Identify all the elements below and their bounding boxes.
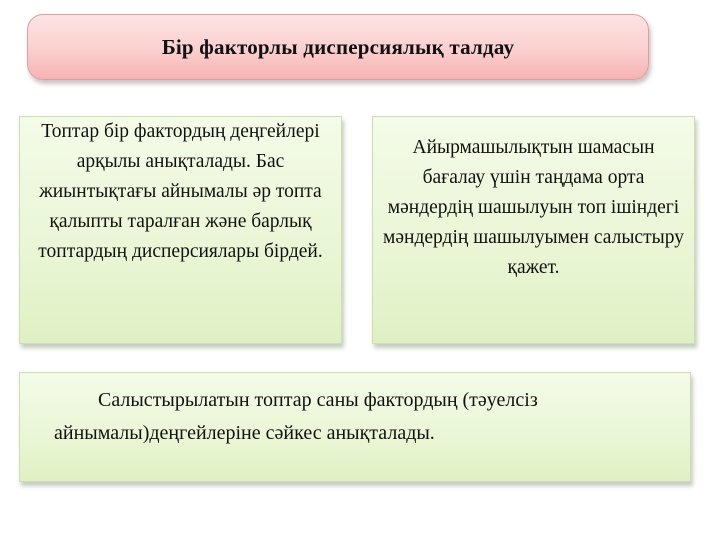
- card-group-count: [19, 372, 691, 482]
- card-variance-comparison-text: Айырмашылықтын шамасын бағалау үшін таңдама орта мәндердің шашылуын топ ішіндегі мәндердің шашылуымен салыстыру қажет.: [383, 137, 684, 278]
- card-group-count-text: Салыстырылатын топтар саны фактордың (тәуелсіз айнымалы)деңгейлеріне сәйкес анықталады.: [54, 389, 538, 444]
- title-banner: [27, 14, 649, 80]
- card-variance-comparison: [372, 116, 695, 344]
- slide-title: Бір факторлы дисперсиялық талдау: [161, 34, 515, 59]
- card-groups-definition-text: Топтар бір фактордың деңгейлері арқылы анықталады. Бас жиынтықтағы айнымалы әр топта қалыпты таралған және барлық топтардың дисперсиялары бірдей.: [38, 121, 323, 262]
- card-groups-definition: [19, 116, 342, 344]
